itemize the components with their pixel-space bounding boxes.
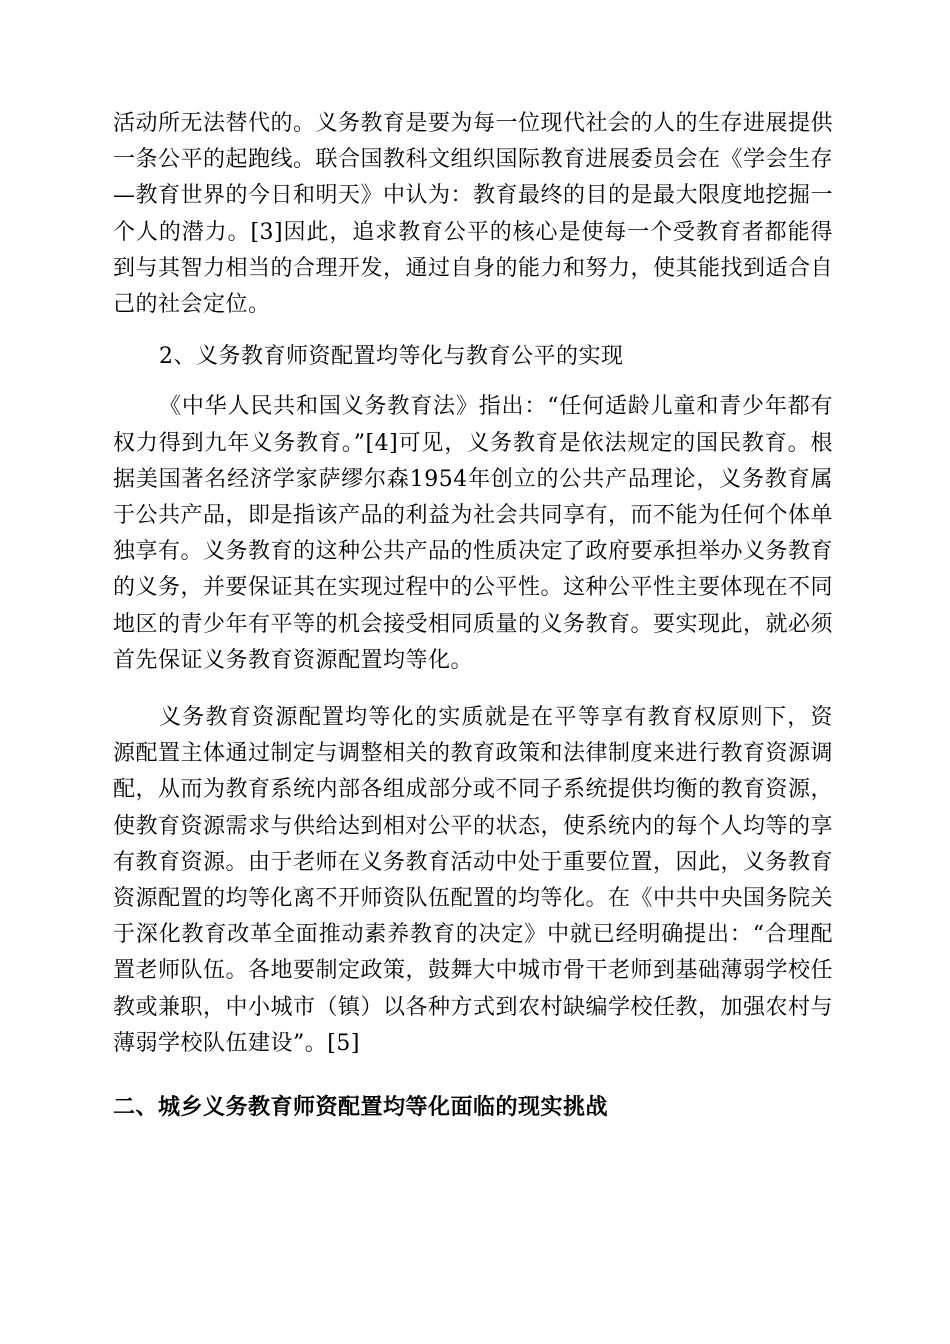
section-heading: 二、城乡义务教育师资配置均等化面临的现实挑战 <box>113 1095 609 1121</box>
document-page <box>113 106 833 1126</box>
body-paragraph-resource-allocation: 义务教育资源配置均等化的实质就是在平等享有教育权原则下，资源配置主体通过制定与调整相关的教育政策和法律制度来进行教育资源调配，从而为教育系统内部各组成部分或不同子系统提供均衡的教育资源，使教育资源需求与供给达到相对公平的状态，使系统内的每个人均等的享有教育资源。由于老师在义务教育活动中处于重要位置，因此，义务教育资源配置的均等化离不开师资队伍配置的均等化。在《中共中央国务院关于深化教育改革全面推动素养教育的决定》中就已经明确提出：“合理配置老师队伍。各地要制定政策，鼓舞大中城市骨干老师到基础薄弱学校任教或兼职，中小城市（镇）以各种方式到农村缺编学校任教，加强农村与薄弱学校队伍建设”。[5] <box>113 705 834 1056</box>
subsection-heading: 2、义务教育师资配置均等化与教育公平的实现 <box>159 344 624 370</box>
body-paragraph-compulsory-education-law: 《中华人民共和国义务教育法》指出：“任何适龄儿童和青少年都有权力得到九年义务教育。”[4]可见，义务教育是依法规定的国民教育。根据美国著名经济学家萨缪尔森1954年创立的公共产品理论，义务教育属于公共产品，即是指该产品的利益为社会共同享有，而不能为任何个体单独享有。义务教育的这种公共产品的性质决定了政府要承担举办义务教育的义务，并要保证其在实现过程中的公平性。这种公平性主要体现在不同地区的青少年有平等的机会接受相同质量的义务教育。要实现此，就必须首先保证义务教育资源配置均等化。 <box>113 394 834 673</box>
body-paragraph-continuation: 活动所无法替代的。义务教育是要为每一位现代社会的人的生存进展提供一条公平的起跑线。联合国教科文组织国际教育进展委员会在《学会生存—教育世界的今日和明天》中认为：教育最终的目的是最大限度地挖掘一个人的潜力。[3]因此，追求教育公平的核心是使每一个受教育者都能得到与其智力相当的合理开发，通过自身的能力和努力，使其能找到适合自己的社会定位。 <box>113 111 834 318</box>
